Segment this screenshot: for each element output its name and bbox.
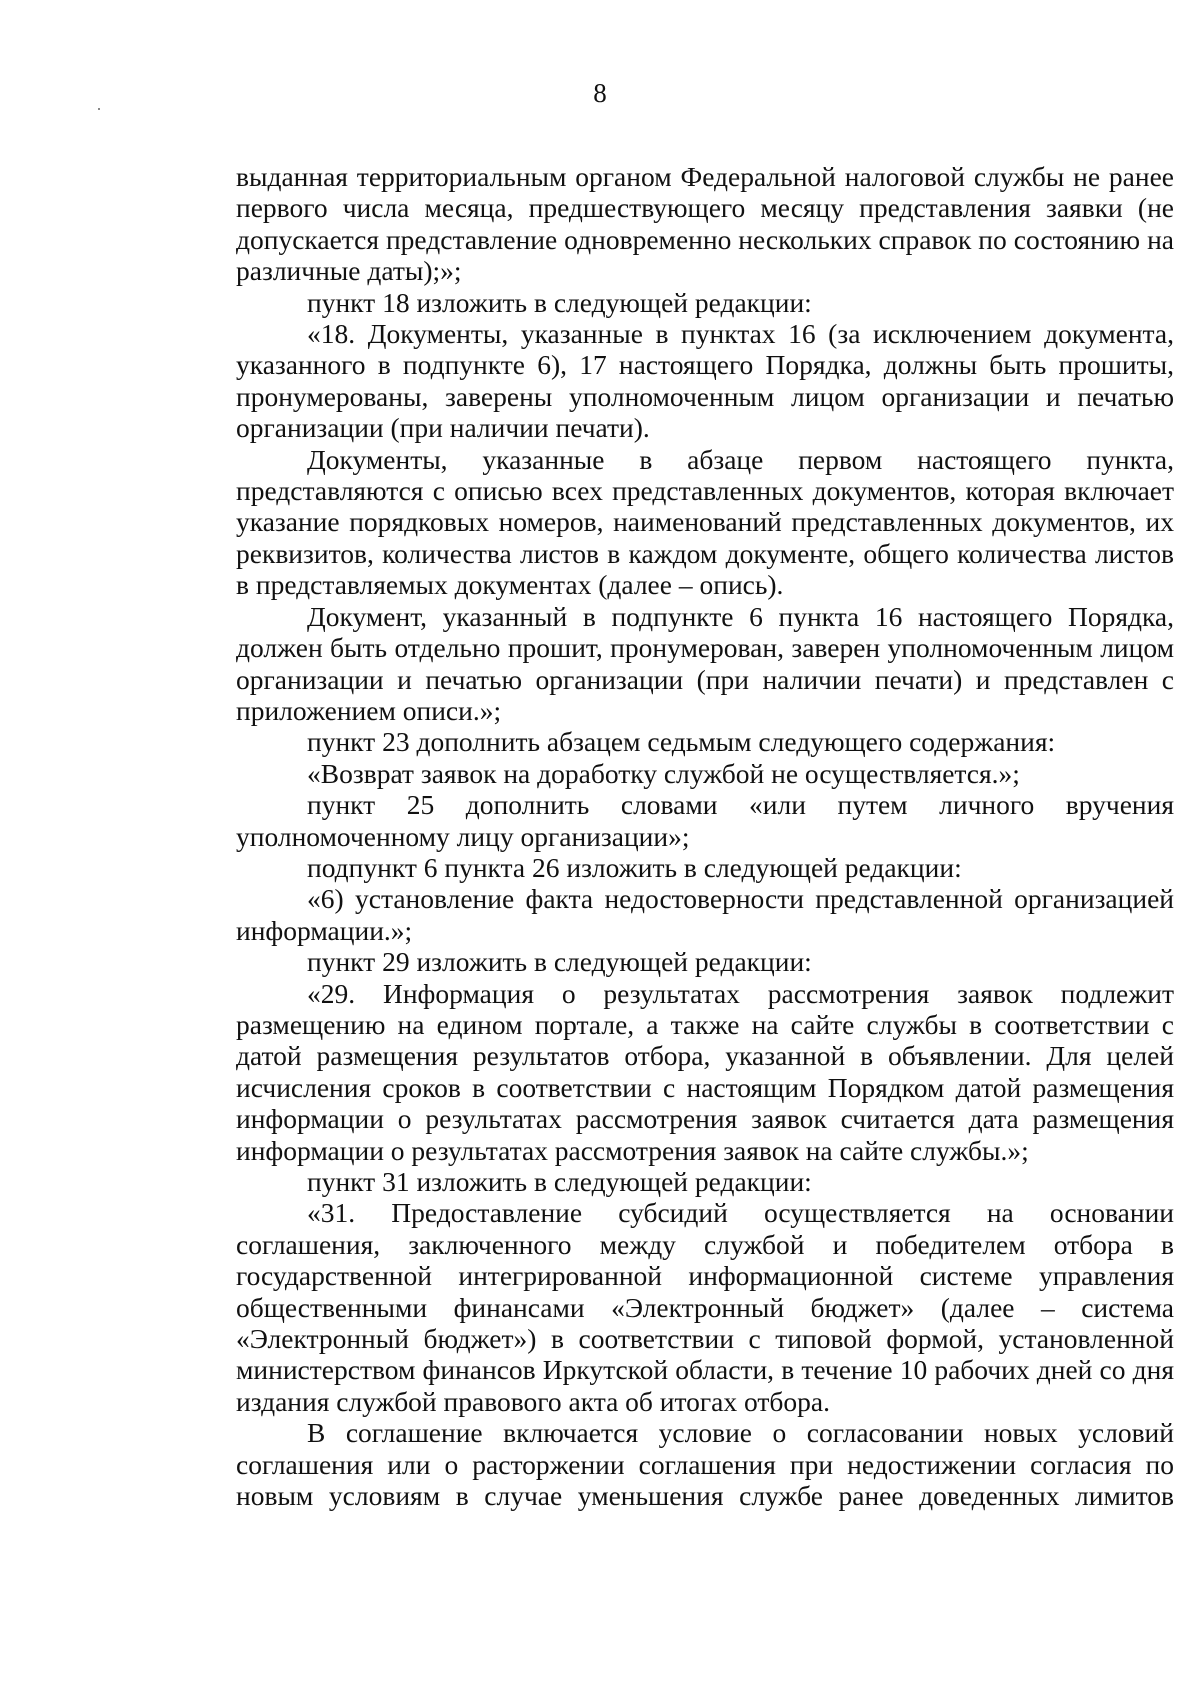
paragraph-amend-subitem-6-item-26: подпункт 6 пункта 26 изложить в следующей редакции: [307, 851, 962, 883]
paragraph-item-31-text: «31. Предоставление субсидий осуществляется на основании соглашения, заключенного между службой и победителем отбора в государственной интегрированной информационной системе управления общественными финансами «Электронный бюджет» (далее – система «Электронный бюджет») в соответствии с типовой формой, установленной министерством финансов Иркутской области, в течение 10 рабочих дней со дня издания службой правового акта об итогах отбора. [236, 1197, 1174, 1417]
paragraph-item-23-text: «Возврат заявок на доработку службой не осуществляется.»; [307, 757, 1020, 789]
paragraph-tax-certificate: выданная территориальным органом Федеральной налоговой службы не ранее первого числа месяца, предшествующего месяцу представления заявки (не допускается представление одновременно нескольких справок по состоянию на различные даты);»; [236, 161, 1174, 287]
scan-artifact-dot [98, 108, 100, 110]
paragraph-item-18-text: «18. Документы, указанные в пунктах 16 (за исключением документа, указанного в подпункте 6), 17 настоящего Порядка, должны быть прошиты, пронумерованы, заверены уполномоченным лицом организации и печатью организации (при наличии печати). [236, 318, 1174, 444]
paragraph-agreement-conditions: В соглашение включается условие о согласовании новых условий соглашения или о расторжении соглашения при недостижении согласия по новым условиям в случае уменьшения службе ранее доведенных лимитов [236, 1417, 1174, 1512]
paragraph-amend-item-31: пункт 31 изложить в следующей редакции: [307, 1166, 812, 1197]
document-body [236, 161, 1174, 1511]
paragraph-amend-item-25: пункт 25 дополнить словами «или путем личного вручения уполномоченному лицу организации»; [236, 789, 1174, 852]
paragraph-amend-item-29: пункт 29 изложить в следующей редакции: [307, 946, 812, 978]
paragraph-document-subitem-6: Документ, указанный в подпункте 6 пункта 16 настоящего Порядка, должен быть отдельно прошит, пронумерован, заверен уполномоченным лицом организации и печатью организации (при наличии печати) и представлен с приложением описи.»; [236, 600, 1174, 726]
page-number: 8 [593, 78, 607, 108]
paragraph-amend-item-23: пункт 23 дополнить абзацем седьмым следующего содержания: [307, 726, 1056, 758]
paragraph-documents-inventory: Документы, указанные в абзаце первом настоящего пункта, представляются с описью всех представленных документов, которая включает указание порядковых номеров, наименований представленных документов, их реквизитов, количества листов в каждом документе, общего количества листов в представляемых документах (далее – опись). [236, 443, 1174, 601]
paragraph-amend-item-18: пункт 18 изложить в следующей редакции: [307, 286, 812, 318]
paragraph-item-29-text: «29. Информация о результатах рассмотрения заявок подлежит размещению на едином портале, а также на сайте службы в соответствии с датой размещения результатов отбора, указанной в объявлении. Для целей исчисления сроков в соответствии с настоящим Порядком датой размещения информации о результатах рассмотрения заявок считается дата размещения информации о результатах рассмотрения заявок на сайте службы.»; [236, 977, 1174, 1166]
paragraph-subitem-6-text: «6) установление факта недостоверности представленной организацией информации.»; [236, 883, 1174, 946]
